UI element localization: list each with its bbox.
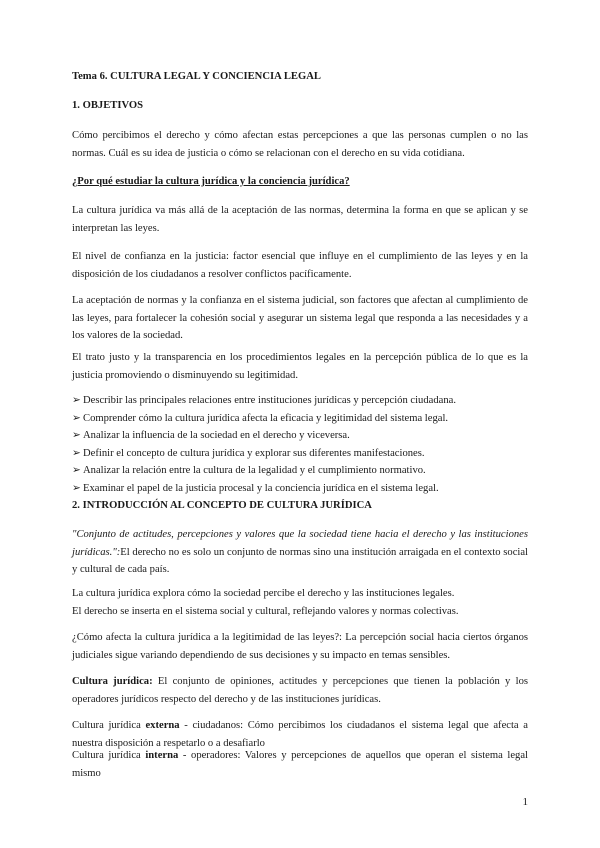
question-heading: ¿Por qué estudiar la cultura jurídica y la conciencia jurídica? xyxy=(72,176,350,187)
list-item: ➢ Analizar la relación entre la cultura de la legalidad y el cumplimiento normativo. xyxy=(72,462,528,480)
paragraph-definition-quote xyxy=(72,526,528,579)
list-item: ➢ Examinar el papel de la justicia procesal y la conciencia jurídica en el sistema legal. xyxy=(72,480,528,498)
section-2-heading: 2. INTRODUCCIÓN AL CONCEPTO DE CULTURA JURÍDICA xyxy=(72,500,372,511)
arrow-bullet-icon: ➢ xyxy=(72,465,81,476)
paragraph-externa: Cultura jurídica externa - ciudadanos: Cómo percibimos los ciudadanos el sistema legal que afecta a nuestra disposición a respetarlo o a desafiarlo xyxy=(72,720,528,749)
paragraph-legitimidad: ¿Cómo afecta la cultura jurídica a la legitimidad de las leyes?: La percepción social hacia ciertos órganos judiciales sigue variando dependiendo de sus decisiones y su impacto en temas sensibles. xyxy=(72,632,528,661)
list-item: ➢ Describir las principales relaciones entre instituciones jurídicas y percepción ciudadana. xyxy=(72,392,528,410)
list-item: ➢ Analizar la influencia de la sociedad en el derecho y viceversa. xyxy=(72,427,528,445)
page-number: 1 xyxy=(522,796,528,808)
paragraph-trato-justo: El trato justo y la transparencia en los procedimientos legales en la percepción pública de lo que es la justicia promoviendo o disminuyendo su legitimidad. xyxy=(72,352,528,381)
paragraph-cultura-juridica: La cultura jurídica va más allá de la aceptación de las normas, determina la forma en que se aplican y se interpretan las leyes. xyxy=(72,205,528,234)
arrow-bullet-icon: ➢ xyxy=(72,430,81,441)
quote-italic: "Conjunto de actitudes, percepciones y valores que la sociedad tiene hacia el derecho y las instituciones jurídicas.": xyxy=(72,529,528,558)
title-prefix: Tema 6. xyxy=(72,71,108,82)
arrow-bullet-icon: ➢ xyxy=(72,395,81,406)
paragraph-interna: Cultura jurídica interna - operadores: Valores y percepciones de aquellos que operan el sistema legal mismo xyxy=(72,750,528,779)
list-item: ➢ Comprender cómo la cultura jurídica afecta la eficacia y legitimidad del sistema legal. xyxy=(72,410,528,428)
paragraph-explora: La cultura jurídica explora cómo la sociedad percibe el derecho y las instituciones legales. El derecho se inserta en el sistema social y cultural, reflejando valores y normas colectivas. xyxy=(72,588,459,617)
arrow-bullet-icon: ➢ xyxy=(72,447,81,459)
quote-rest: El derecho no es solo un conjunto de normas sino una institución arraigada en el contexto social y cultural de cada país. xyxy=(72,546,528,575)
arrow-bullet-icon: ➢ xyxy=(72,482,81,494)
paragraph-aceptacion: La aceptación de normas y la confianza en el sistema judicial, son factores que afectan al cumplimiento de las leyes, para fortalecer la cohesión social y asegurar un sistema legal que responda a las necesidades y a los valores de la sociedad. xyxy=(72,295,528,341)
document-title xyxy=(72,68,528,86)
list-item: ➢ Definir el concepto de cultura jurídica y explorar sus diferentes manifestaciones. xyxy=(72,445,528,463)
title-main: CULTURA LEGAL Y CONCIENCIA LEGAL xyxy=(107,71,321,82)
paragraph-definicion-cultura: Cultura jurídica: El conjunto de opiniones, actitudes y percepciones que tienen la población y los operadores jurídicos respecto del derecho y de las instituciones jurídicas. xyxy=(72,676,528,705)
section-1-heading: 1. OBJETIVOS xyxy=(72,100,144,111)
arrow-bullet-icon: ➢ xyxy=(72,412,81,424)
paragraph-objetivos: Cómo percibimos el derecho y cómo afectan estas percepciones a que las personas cumplen o no las normas. Cuál es su idea de justicia o cómo se relacionan con el derecho en su vida cotidiana. xyxy=(72,130,528,159)
paragraph-confianza: El nivel de confianza en la justicia: factor esencial que influye en el cumplimiento de las leyes y en la disposición de los ciudadanos a resolver conflictos pacíficamente. xyxy=(72,251,528,280)
term-bold: Cultura jurídica: xyxy=(72,676,153,687)
objectives-list xyxy=(72,392,528,497)
